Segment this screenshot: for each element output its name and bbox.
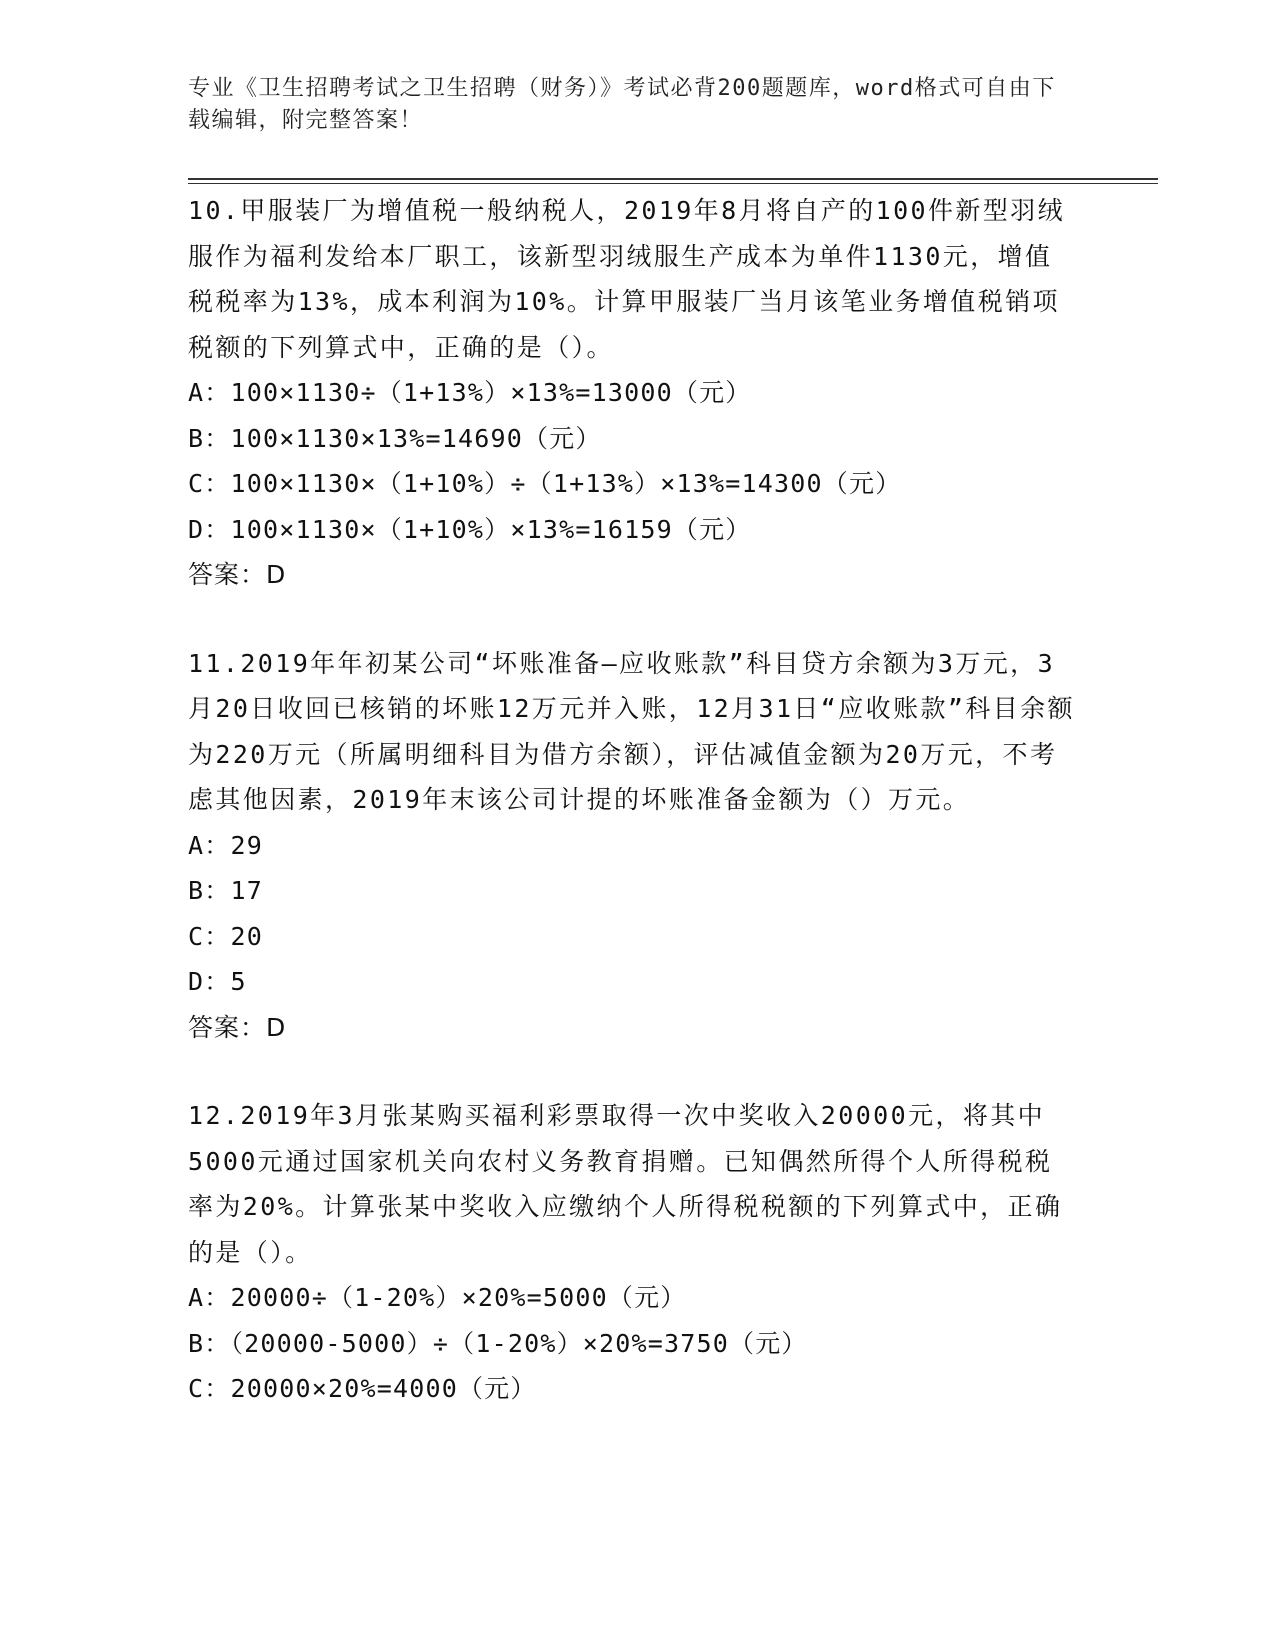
header-divider — [188, 178, 1158, 180]
option-d: D：100×1130×（1+10%）×13%=16159（元） — [188, 514, 752, 544]
option-a: A：100×1130÷（1+13%）×13%=13000（元） — [188, 378, 752, 407]
option-c: C：20000×20%=4000（元） — [188, 1374, 537, 1403]
answer: 答案：D — [188, 560, 287, 589]
question-spacer — [188, 1050, 1078, 1093]
question-list — [188, 188, 1078, 1412]
option-c: C：20 — [188, 921, 263, 951]
question-text: 11.2019年年初某公司“坏账准备—应收账款”科目贷方余额为3万元，3月20日收回已核销的坏账12万元并入账，12月31日“应收账款”科目余额为220万元（所属明细科目为借方余额），评估减值金额为20万元，不考虑其他因素，2019年末该公司计提的坏账准备金额为（）万元。 — [188, 648, 1075, 814]
option-d: D：5 — [188, 967, 247, 996]
option-a: A：29 — [188, 830, 263, 860]
question-10 — [188, 188, 1078, 598]
header-divider-thin — [188, 183, 1158, 184]
option-b: B：（20000-5000）÷（1-20%）×20%=3750（元） — [188, 1328, 808, 1358]
question-12 — [188, 1093, 1078, 1412]
question-11 — [188, 641, 1078, 1051]
option-b: B：100×1130×13%=14690（元） — [188, 423, 602, 453]
question-text: 12.2019年3月张某购买福利彩票取得一次中奖收入20000元，将其中5000元通过国家机关向农村义务教育捐赠。已知偶然所得个人所得税税率为20%。计算张某中奖收入应缴纳个人所得税税额的下列算式中，正确的是（）。 — [188, 1101, 1063, 1267]
option-a: A：20000÷（1-20%）×20%=5000（元） — [188, 1283, 687, 1312]
document-header: 专业《卫生招聘考试之卫生招聘（财务）》考试必背200题题库，word格式可自由下载编辑，附完整答案！ — [188, 76, 1056, 133]
option-c: C：100×1130×（1+10%）÷（1+13%）×13%=14300（元） — [188, 469, 902, 498]
question-spacer — [188, 598, 1078, 641]
answer: 答案：D — [188, 1012, 287, 1042]
question-text: 10.甲服装厂为增值税一般纳税人，2019年8月将自产的100件新型羽绒服作为福利发给本厂职工，该新型羽绒服生产成本为单件1130元，增值税税率为13%，成本利润为10%。计算甲服装厂当月该笔业务增值税销项税额的下列算式中，正确的是（）。 — [188, 196, 1065, 362]
option-b: B：17 — [188, 876, 263, 905]
